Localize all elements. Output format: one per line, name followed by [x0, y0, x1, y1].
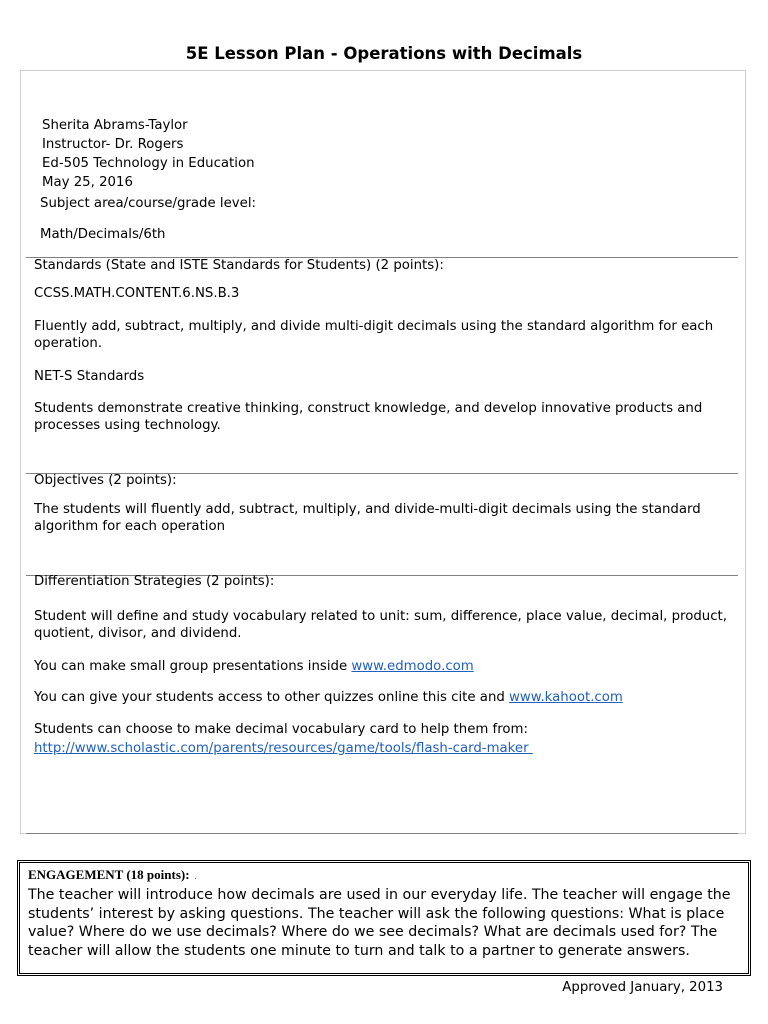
flash-card-maker-line: [34, 739, 533, 758]
engagement-text: The teacher will introduce how decimals are used in our everyday life. The teacher will engage the students’ interest by asking questions. The teacher will ask the following questions: What is place value? Where do we use decimals? Where do we see decimals? What are decimals used for? The teacher will allow the students one minute to turn and talk to a partner to generate answers.: [28, 887, 731, 959]
objectives-heading: Objectives (2 points):: [34, 473, 177, 488]
edmodo-strategy: You can make small group presentations inside www.edmodo.com: [34, 659, 474, 674]
vocabulary-card-strategy: Students can choose to make decimal vocabulary card to help them from:: [34, 722, 528, 737]
lesson-date: May 25, 2016: [42, 175, 133, 190]
standards-description: Fluently add, subtract, multiply, and divide multi-digit decimals using the standard algorithm for each operation.: [34, 319, 714, 351]
standards-code: CCSS.MATH.CONTENT.6.NS.B.3: [34, 286, 240, 301]
engagement-marker: .: [194, 872, 197, 882]
kahoot-link[interactable]: www.kahoot.com: [509, 690, 623, 705]
kahoot-strategy: You can give your students access to other quizzes online this cite and www.kahoot.com: [34, 690, 623, 705]
engagement-heading: ENGAGEMENT (18 points):: [28, 867, 190, 882]
author-name: Sherita Abrams-Taylor: [42, 118, 188, 133]
engagement-heading-line: [28, 866, 741, 886]
subject-label: Subject area/course/grade level:: [40, 196, 256, 211]
page-title: 5E Lesson Plan - Operations with Decimals: [185, 44, 583, 63]
engagement-box: [17, 860, 751, 976]
standards-heading: Standards (State and ISTE Standards for Students) (2 points):: [34, 258, 444, 273]
instructor-name: Instructor- Dr. Rogers: [42, 137, 184, 152]
nets-text: Students demonstrate creative thinking, construct knowledge, and develop innovative products and processes using technology.: [34, 401, 703, 433]
subject-value: Math/Decimals/6th: [40, 227, 166, 242]
edmodo-link[interactable]: www.edmodo.com: [351, 659, 474, 674]
objectives-text: The students will fluently add, subtract, multiply, and divide-multi-digit decimals using the standard algorithm for each operation: [34, 502, 701, 534]
section-divider: [26, 833, 738, 834]
vocabulary-strategy: Student will define and study vocabulary related to unit: sum, difference, place value, decimal, product, quotient, divisor, and dividend.: [34, 609, 727, 641]
approval-footer: Approved January, 2013: [562, 980, 723, 995]
course-name: Ed-505 Technology in Education: [42, 156, 255, 171]
differentiation-heading: Differentiation Strategies (2 points):: [34, 574, 275, 589]
nets-label: NET-S Standards: [34, 369, 145, 384]
flash-card-maker-link[interactable]: http://www.scholastic.com/parents/resources/game/tools/flash-card-maker: [34, 741, 533, 756]
